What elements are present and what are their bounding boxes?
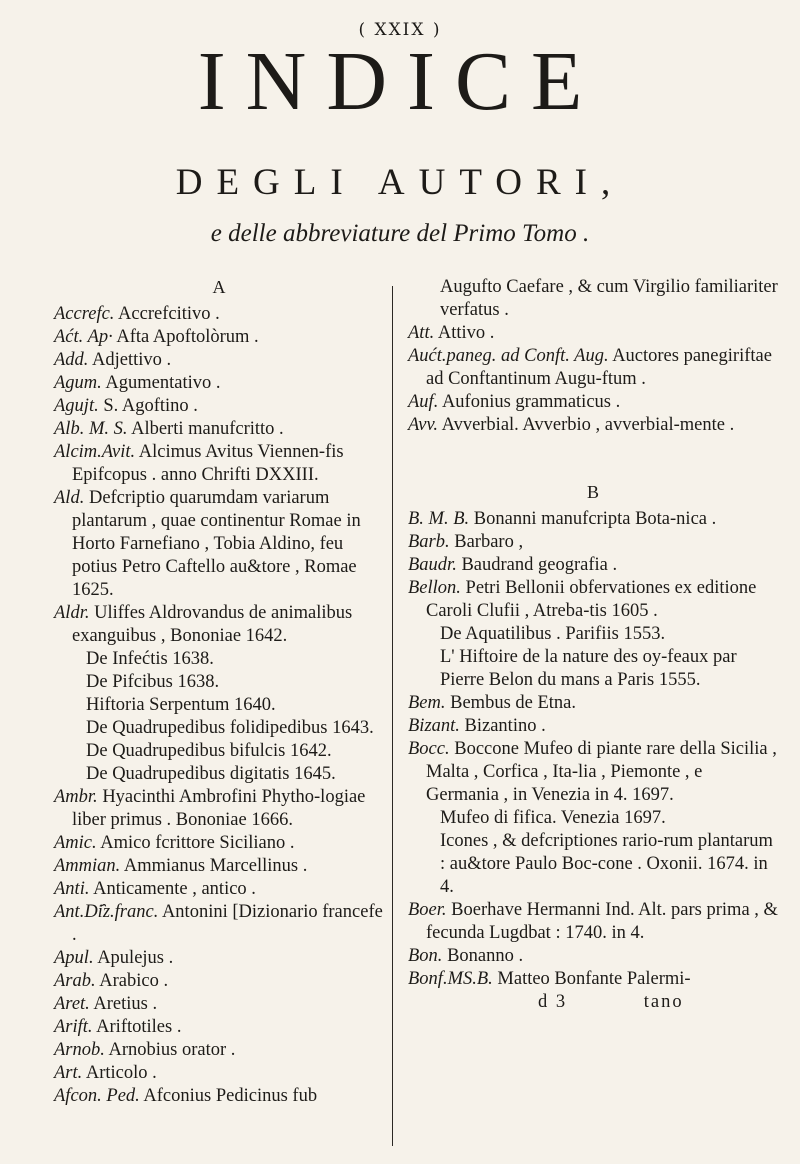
- right-entry-list-b: [408, 508, 778, 991]
- entry-text: Aufonius grammaticus .: [441, 392, 621, 412]
- index-entry: [54, 487, 384, 602]
- entry-text: Anticamente , antico .: [93, 879, 256, 899]
- index-entry: [54, 993, 384, 1016]
- index-entry: De Quadrupedibus folidipedibus 1643.: [86, 718, 374, 738]
- entry-abbreviation: Att.: [408, 323, 435, 343]
- index-entry: De Infećtis 1638.: [86, 649, 214, 669]
- entry-abbreviation: Add.: [54, 350, 89, 370]
- index-entry: [54, 1085, 384, 1108]
- entry-abbreviation: Auf.: [408, 392, 439, 412]
- index-entry: [54, 1039, 384, 1062]
- index-entry: [408, 715, 778, 738]
- index-entry: De Aquatilibus . Parifiis 1553.: [440, 624, 666, 644]
- entry-text: Agumentativo .: [105, 373, 221, 393]
- entry-text: Apulejus .: [97, 948, 174, 968]
- index-entry: [54, 441, 384, 487]
- entry-text: Uliffes Aldrovandus de animalibus exanguibus , Bononiae 1642.: [72, 603, 353, 646]
- entry-text: Bonanno .: [447, 946, 524, 966]
- page-title: INDICE: [197, 35, 603, 128]
- entry-text: Ariftotiles .: [96, 1017, 182, 1037]
- entry-abbreviation: Agum.: [54, 373, 102, 393]
- index-entry: De Quadrupedibus bifulcis 1642.: [86, 741, 332, 761]
- entry-abbreviation: Amic.: [54, 833, 97, 853]
- page-number: ( XXIX ): [358, 20, 442, 40]
- index-entry: [408, 577, 778, 623]
- entry-text: Bonanni manufcripta Bota-nica .: [473, 509, 717, 529]
- index-entry: De Pifcibus 1638.: [86, 672, 220, 692]
- index-entry: [54, 1016, 384, 1039]
- entry-text: Auctores panegiriftae ad Conftantinum Augu-ftum .: [426, 346, 772, 389]
- index-entry: [408, 945, 778, 968]
- entry-text: Avverbial. Avverbio , avverbial-mente .: [441, 415, 735, 435]
- entry-text: Hyacinthi Ambrofini Phytho-logiae liber primus . Bononiae 1666.: [72, 787, 366, 830]
- entry-abbreviation: Bon.: [408, 946, 443, 966]
- entry-text: Bizantino .: [464, 716, 546, 736]
- section-letter-b: B: [586, 482, 599, 502]
- index-entry: Hiftoria Serpentum 1640.: [86, 695, 276, 715]
- entry-abbreviation: Aćt. Ap·: [54, 327, 113, 347]
- entry-abbreviation: Ammian.: [54, 856, 121, 876]
- entry-abbreviation: Bellon.: [408, 578, 461, 598]
- index-entry: [408, 692, 778, 715]
- index-entry: [54, 947, 384, 970]
- entry-text: S. Agoftino .: [103, 396, 198, 416]
- index-entry: [54, 832, 384, 855]
- right-entry-list-a: [408, 276, 778, 437]
- entry-text: Attivo .: [437, 323, 495, 343]
- entry-abbreviation: Boer.: [408, 900, 447, 920]
- index-entry: [54, 372, 384, 395]
- entry-text: Boccone Mufeo di piante rare della Sicilia , Malta , Corfica , Ita-lia , Piemonte , e Germania , in Venezia in 4. 1697.: [426, 739, 777, 805]
- entry-abbreviation: Alcim.Avit.: [54, 442, 136, 462]
- section-letter-a: A: [212, 277, 226, 297]
- entry-abbreviation: Apul.: [54, 948, 94, 968]
- entry-abbreviation: Alb. M. S.: [54, 419, 128, 439]
- entry-text: Bembus de Etna.: [450, 693, 577, 713]
- entry-text: Afconius Pedicinus fub: [143, 1086, 318, 1106]
- index-entry: [54, 878, 384, 901]
- entry-abbreviation: Barb.: [408, 532, 450, 552]
- entry-abbreviation: Aućt.paneg. ad Conft. Aug.: [408, 346, 609, 366]
- index-entry: [408, 391, 778, 414]
- entry-text: Articolo .: [85, 1063, 157, 1083]
- entry-abbreviation: Ambr.: [54, 787, 98, 807]
- entry-abbreviation: B. M. B.: [408, 509, 470, 529]
- index-entry: [54, 1062, 384, 1085]
- left-entry-list: [54, 303, 384, 1108]
- index-entry: [54, 855, 384, 878]
- entry-text: Adjettivo .: [92, 350, 172, 370]
- entry-abbreviation: Bonf.MS.B.: [408, 969, 493, 989]
- entry-abbreviation: Aldr.: [54, 603, 90, 623]
- entry-text: Antonini [Dizionario francefe .: [72, 902, 383, 945]
- column-divider: [392, 286, 393, 1146]
- entry-text: Ammianus Marcellinus .: [123, 856, 308, 876]
- entry-abbreviation: Agujt.: [54, 396, 99, 416]
- entry-abbreviation: Arab.: [54, 971, 96, 991]
- index-entry: [54, 786, 384, 832]
- index-entry: [54, 970, 384, 993]
- entry-abbreviation: Avv.: [408, 415, 438, 435]
- index-entry: Mufeo di fifica. Venezia 1697.: [440, 808, 666, 828]
- entry-abbreviation: Afcon. Ped.: [54, 1086, 140, 1106]
- index-entry: [408, 508, 778, 531]
- entry-abbreviation: Anti.: [54, 879, 90, 899]
- index-entry: [408, 968, 778, 991]
- index-entry: [54, 395, 384, 418]
- entry-text: Boerhave Hermanni Ind. Alt. pars prima , & fecunda Lugdbat : 1740. in 4.: [426, 900, 778, 943]
- entry-abbreviation: Accrefc.: [54, 304, 115, 324]
- index-entry: [408, 322, 778, 345]
- catchword: tano: [643, 992, 684, 1012]
- entry-text: Petri Bellonii obfervationes ex editione Caroli Clufii , Atreba-tis 1605 .: [426, 578, 757, 621]
- entry-abbreviation: Bem.: [408, 693, 446, 713]
- entry-text: Afta Apoftolòrum .: [116, 327, 259, 347]
- index-entry: [408, 531, 778, 554]
- index-entry: [54, 418, 384, 441]
- right-column: [408, 276, 778, 1014]
- index-entry: [408, 414, 778, 437]
- entry-text: Amico fcrittore Siciliano .: [100, 833, 295, 853]
- entry-text: Alberti manufcritto .: [131, 419, 284, 439]
- entry-abbreviation: Arift.: [54, 1017, 93, 1037]
- index-entry: [408, 554, 778, 577]
- entry-text: Baudrand geografia .: [461, 555, 618, 575]
- index-entry: [408, 738, 778, 807]
- entry-text: Defcriptio quarumdam variarum plantarum , quae continentur Romae in Horto Farnefiano , Tobia Aldino, feu potius Petro Caftello au&tore , Romae 1625.: [72, 488, 361, 600]
- index-entry: [408, 345, 778, 391]
- index-entry: De Quadrupedibus digitatis 1645.: [86, 764, 336, 784]
- entry-abbreviation: Bizant.: [408, 716, 460, 736]
- index-entry: [54, 349, 384, 372]
- index-entry: [408, 899, 778, 945]
- entry-abbreviation: Baudr.: [408, 555, 457, 575]
- entry-text: Aretius .: [93, 994, 158, 1014]
- entry-abbreviation: Art.: [54, 1063, 83, 1083]
- entry-text: Arnobius orator .: [108, 1040, 236, 1060]
- index-entry: [54, 303, 384, 326]
- entry-abbreviation: Ant.Di҄z.franc.: [54, 902, 159, 922]
- index-entry: [54, 901, 384, 947]
- index-entry: [54, 602, 384, 648]
- entry-abbreviation: Ald.: [54, 488, 85, 508]
- title-caption: e delle abbreviature del Primo Tomo .: [210, 220, 590, 247]
- entry-abbreviation: Bocc.: [408, 739, 450, 759]
- left-column: [54, 276, 384, 1108]
- index-entry: Augufto Caefare , & cum Virgilio familiariter verfatus .: [440, 277, 778, 320]
- entry-text: Alcimus Avitus Viennen-fis Epifcopus . anno Chrifti DXXIII.: [72, 442, 344, 485]
- page-footer: [408, 991, 778, 1014]
- entry-abbreviation: Aret.: [54, 994, 90, 1014]
- entry-text: Barbaro ,: [454, 532, 524, 552]
- index-entry: Icones , & defcriptiones rario-rum plantarum : au&tore Paulo Boc-cone . Oxonii. 1674. in 4.: [440, 831, 773, 897]
- signature-mark: d 3: [538, 992, 568, 1012]
- entry-abbreviation: Arnob.: [54, 1040, 105, 1060]
- entry-text: Accrefcitivo .: [118, 304, 220, 324]
- index-entry: [54, 326, 384, 349]
- page-subtitle: DEGLI AUTORI,: [175, 162, 625, 203]
- index-entry: L' Hiftoire de la nature des oy-feaux par Pierre Belon du mans a Paris 1555.: [440, 647, 737, 690]
- entry-text: Arabico .: [99, 971, 169, 991]
- entry-text: Matteo Bonfante Palermi-: [497, 969, 691, 989]
